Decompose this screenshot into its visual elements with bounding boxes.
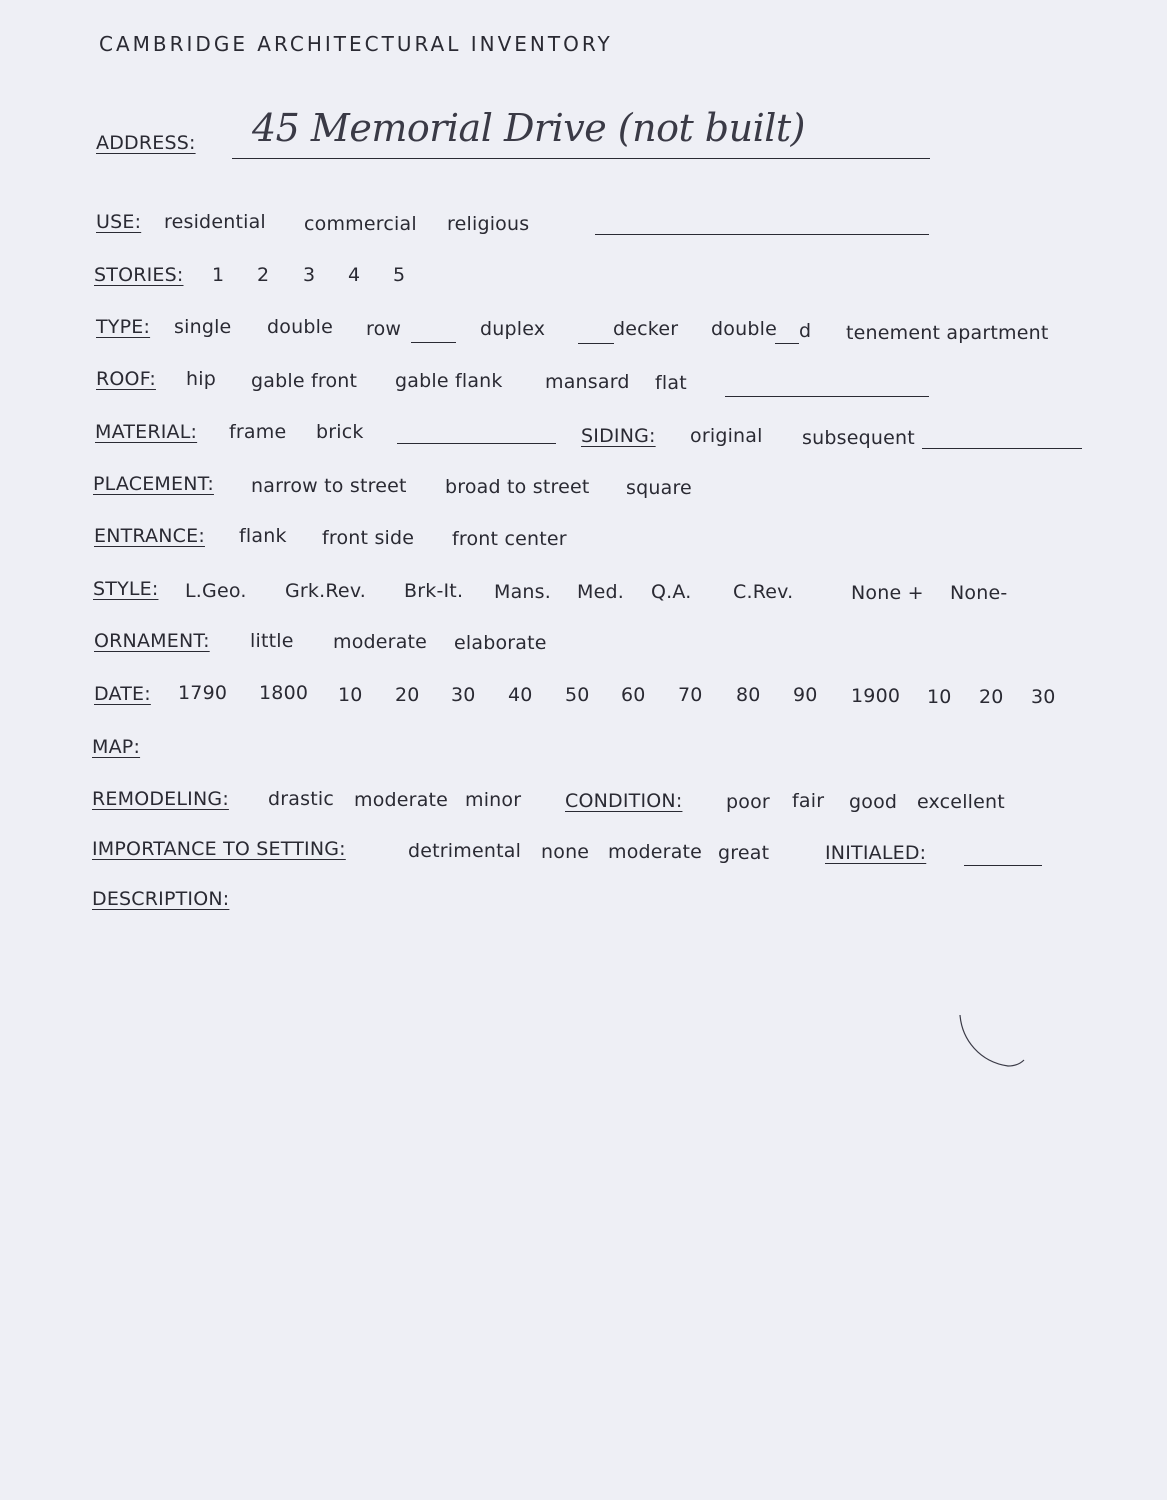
type-option: decker [613, 318, 679, 340]
style-option: C.Rev. [733, 581, 794, 603]
address-line [232, 158, 930, 159]
remodeling-option: drastic [268, 788, 334, 810]
condition-option: good [849, 791, 898, 813]
use-option: religious [447, 213, 530, 235]
roof-option: gable front [251, 370, 358, 392]
date-option: 1800 [259, 682, 309, 704]
pencil-mark [950, 1010, 1030, 1070]
initialed-line [964, 865, 1042, 866]
date-option: 50 [565, 684, 590, 706]
date-option: 30 [1031, 686, 1056, 708]
type-option: duplex [480, 318, 546, 340]
material-option: brick [316, 421, 364, 443]
ornament-option: moderate [333, 631, 428, 653]
style-option: L.Geo. [185, 580, 247, 602]
condition-label: CONDITION: [565, 790, 683, 812]
placement-label: PLACEMENT: [93, 473, 214, 495]
entrance-option: flank [239, 525, 287, 547]
ornament-option: elaborate [454, 632, 547, 654]
address-handwritten-value: 45 Memorial Drive (not built) [252, 106, 805, 150]
material-label: MATERIAL: [95, 421, 198, 443]
use-option: commercial [304, 213, 417, 235]
remodeling-option: minor [465, 789, 522, 811]
material-other-line [397, 443, 556, 444]
date-option: 70 [678, 684, 703, 706]
type-option: single [174, 316, 232, 338]
siding-option: subsequent [802, 427, 915, 449]
date-option: 10 [927, 686, 952, 708]
use-option: residential [164, 211, 266, 233]
roof-option: gable flank [395, 370, 503, 392]
address-label: ADDRESS: [96, 132, 196, 154]
style-option: Q.A. [651, 581, 692, 603]
stories-option: 2 [257, 264, 270, 286]
style-option: Med. [577, 581, 624, 603]
condition-option: excellent [917, 791, 1005, 813]
roof-option: mansard [545, 371, 630, 393]
placement-option: square [626, 477, 692, 499]
type-option: d [799, 320, 812, 342]
roof-label: ROOF: [96, 368, 156, 390]
placement-option: broad to street [445, 476, 590, 498]
style-option: Brk-It. [404, 580, 464, 602]
date-option: 1900 [851, 685, 901, 707]
style-option: Grk.Rev. [285, 580, 367, 602]
type-option: double [267, 316, 333, 338]
roof-option: hip [186, 368, 216, 390]
date-option: 20 [979, 686, 1004, 708]
importance-option: none [541, 841, 590, 863]
form-title: CAMBRIDGE ARCHITECTURAL INVENTORY [99, 32, 613, 56]
date-option: 1790 [178, 682, 228, 704]
date-option: 80 [736, 684, 761, 706]
stories-option: 3 [303, 264, 316, 286]
type-double-d-blank [775, 343, 799, 344]
date-option: 10 [338, 684, 363, 706]
style-option: None- [950, 582, 1008, 604]
style-label: STYLE: [93, 578, 159, 600]
stories-option: 5 [393, 264, 406, 286]
type-row-blank [411, 342, 456, 343]
entrance-option: front center [452, 528, 567, 550]
condition-option: poor [726, 791, 770, 813]
description-label: DESCRIPTION: [92, 888, 230, 910]
remodeling-option: moderate [354, 789, 449, 811]
type-option: row [366, 318, 402, 340]
initialed-label: INITIALED: [825, 842, 927, 864]
siding-label: SIDING: [581, 425, 656, 447]
use-label: USE: [96, 211, 142, 233]
type-label: TYPE: [96, 316, 151, 338]
entrance-option: front side [322, 527, 415, 549]
remodeling-label: REMODELING: [92, 788, 229, 810]
ornament-label: ORNAMENT: [94, 630, 210, 652]
ornament-option: little [250, 630, 294, 652]
style-option: None + [851, 582, 924, 604]
importance-option: great [718, 842, 770, 864]
condition-option: fair [792, 790, 825, 812]
siding-option: original [690, 425, 763, 447]
date-option: 20 [395, 684, 420, 706]
style-option: Mans. [494, 581, 552, 603]
use-other-line [595, 234, 929, 235]
date-option: 30 [451, 684, 476, 706]
importance-label: IMPORTANCE TO SETTING: [92, 838, 346, 860]
material-option: frame [229, 421, 287, 443]
stories-label: STORIES: [94, 264, 184, 286]
type-option: double [711, 318, 777, 340]
roof-option: flat [655, 372, 687, 394]
date-option: 40 [508, 684, 533, 706]
siding-other-line [922, 448, 1082, 449]
importance-option: detrimental [408, 840, 522, 862]
entrance-label: ENTRANCE: [94, 525, 205, 547]
map-label: MAP: [92, 736, 141, 758]
roof-other-line [725, 396, 929, 397]
date-label: DATE: [94, 683, 151, 705]
importance-option: moderate [608, 841, 703, 863]
stories-option: 4 [348, 264, 361, 286]
type-decker-blank [578, 343, 614, 344]
placement-option: narrow to street [251, 475, 407, 497]
date-option: 90 [793, 684, 818, 706]
date-option: 60 [621, 684, 646, 706]
type-option: tenement apartment [846, 322, 1049, 344]
stories-option: 1 [212, 264, 225, 286]
